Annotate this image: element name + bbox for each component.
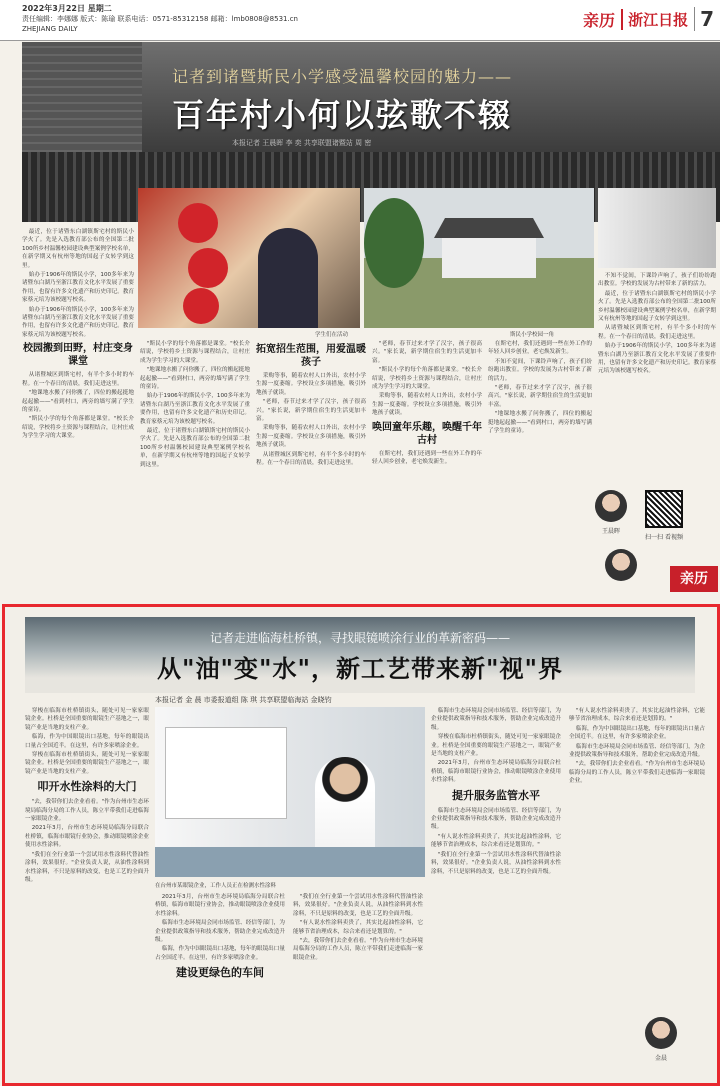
qr-code-icon[interactable]: [645, 490, 683, 528]
bottom-article-byline: 本报记者 金 晨 市委报道组 陈 琪 共享联盟临海站 金晓钧: [155, 696, 332, 704]
top-photo-caption-2: 斯民小学校园一角: [510, 332, 555, 338]
top-para-5b: "斯民小学的每个角落都是课堂。"校长介绍说，学校将乡土资源与课程结合，让村庄成为学生学习的大课堂。: [140, 341, 250, 364]
masthead-info: [22, 4, 298, 34]
top-article-kicker: 记者到诸暨斯民小学感受温馨校园的魅力——: [172, 67, 513, 86]
top-para-5: "斯民小学的每个角落都是课堂。"校长介绍说，学校将乡土资源与课程结合，让村庄成为学生学习的大课堂。: [22, 416, 134, 440]
bottom-article-headline: 从"油"变"水"，新工艺带来新"视"界: [156, 654, 564, 683]
top-para-6: 采购等事，随着农村人口外出，农村小学生源一度萎缩。学校设立多项措施，吸引外地孩子就读。: [256, 373, 366, 396]
bottom-para-2: 临海，作为中国眼镜出口基地，每年的眼镜出口量占全国近半。在这里，有许多家喷涂企业。: [25, 734, 149, 749]
top-para-9: 不知不觉间，下课铃声响了，孩子们纷纷跑出教室。学校的发展为古村带来了新的活力。: [488, 358, 592, 382]
bottom-photo-lab: [155, 707, 425, 877]
top-para-2b: 始办于1906年的斯民小学，100多年来为诸暨东白湖乃至浙江教育文化水平发展了重要作用，也留有许多文化遗产和历史印记。教育家蔡元培为该校题写校名。: [22, 306, 134, 338]
bottom-para-7c: "有人说水性涂料卖贵了，其实比起油性涂料，它能够节省治理成本，综合来看还是划算的。": [569, 708, 705, 723]
bottom-article-banner: [25, 617, 695, 693]
bottom-author-avatar: [645, 1017, 677, 1049]
top-photo-students: [138, 188, 360, 328]
top-col-1: [22, 228, 134, 600]
bottom-para-3b: "去，我带你们去企业看看。"作为台州市生态环境局临海分局的工作人员，陈立平带我们走进临海一家眼镜企业。: [293, 938, 423, 961]
bottom-col-3: [293, 893, 423, 1075]
bottom-article-frame: [2, 604, 720, 1086]
bottom-col-1: [25, 707, 149, 1075]
top-para-7: "老师，春节过来才学了汉字，孩子很高兴。"家长说，新学期住宿生的生活更加丰富。: [256, 399, 366, 423]
top-subhead-2: 拓宽招生范围，用爱温暖孩子: [256, 344, 366, 368]
bottom-col-4: [431, 707, 561, 1075]
top-subhead-1: 校园搬到田野，村庄变身课堂: [23, 343, 133, 368]
bottom-author-box: [645, 1017, 677, 1062]
bottom-para-7b: "有人说水性涂料卖贵了，其实比起油性涂料，它能够节省治理成本，综合来看还是划算的。": [431, 833, 561, 849]
bottom-col-2: [155, 893, 285, 1075]
top-para-3b: 从诸暨城区到斯宅村，有半个多小时的车程。在一个春日的清晨，我们走进这里。: [256, 451, 366, 467]
bottom-col-5: [569, 707, 705, 1007]
bottom-para-6b: 临海市生态环境局会同市场监管、经信等部门，为企业提供政策指导和技术服务，帮助企业完成改造升级。: [431, 708, 561, 731]
section-badge: 亲历: [670, 566, 718, 592]
lab-cabinet: [165, 727, 287, 819]
bottom-para-2b: 临海，作为中国眼镜出口基地，每年的眼镜出口量占全国近半。在这里，有许多家喷涂企业。: [155, 946, 285, 961]
top-author-box: [595, 490, 715, 615]
bottom-para-1c: 穿梭在临海市杜桥镇街头，随处可见一家家眼镜企业。杜桥是全国重要的眼镜生产基地之一，眼镜产业是当地的支柱产业。: [431, 734, 561, 758]
top-subhead-3: 唤回童年乐趣，唤醒千年古村: [372, 421, 482, 446]
top-article-byline: 本报记者 王晨晖 李 奕 共享联盟诸暨站 周 密: [232, 139, 372, 147]
top-photo-campus: [364, 188, 594, 328]
bottom-para-7: "有人说水性涂料卖贵了，其实比起油性涂料，它能够节省治理成本，综合来看还是划算的。": [293, 920, 423, 935]
top-para-2c: 始办于1906年的斯民小学，100多年来为诸暨东白湖乃至浙江教育文化水平发展了重要作用，也留有许多文化遗产和历史印记。教育家蔡元培为该校题写校名。: [140, 393, 250, 425]
top-para-7b: "老师，春节过来才学了汉字，孩子很高兴。"家长说，新学期住宿生的生活更加丰富。: [372, 341, 482, 364]
top-para-2: 始办于1906年的斯民小学，100多年来为诸暨东白湖乃至浙江教育文化水平发展了重要作用，也留有许多文化遗产和历史印记。教育家蔡元培为该校题写校名。: [22, 272, 134, 304]
bottom-subhead-3: 提升服务监管水平: [452, 788, 540, 802]
bottom-para-3c: "去，我带你们去企业看看。"作为台州市生态环境局临海分局的工作人员，陈立平带我们走进临海一家眼镜企业。: [569, 761, 705, 785]
lab-bench: [155, 847, 425, 877]
top-para-1: 最近，位于诸暨东白湖镇斯宅村的斯民小学火了。先是入选教育部公布的全国第二批100所乡村温馨校园建设典型案例学校名单，在新学期又有杭州等地的国起子女转学到这里。: [22, 229, 134, 269]
top-para-4c: "地课地水搬了问你搬了，四位的搬起挺地起起撤——"看到村口，两旁的墙写满了学生的童诗。: [488, 411, 592, 435]
qr-label: 扫一扫 看视频: [645, 534, 683, 541]
top-col-2: [140, 340, 250, 600]
paper-logo: 浙江日报: [621, 9, 688, 30]
top-article-headline: 百年村小何以弦歌不辍: [172, 96, 513, 134]
bottom-para-4c: 2021年3月，台州市生态环境局临海分局联合杜桥镇，临海市眼镜行业协会，推动眼镜喷涂企业使用水性涂料。: [431, 760, 561, 784]
section-name: 亲历: [583, 10, 616, 30]
bottom-para-2c: 临海，作为中国眼镜出口基地，每年的眼镜出口量占全国近半。在这里，有许多家喷涂企业。: [569, 725, 705, 741]
top-col-5: [488, 340, 592, 600]
bottom-para-5c: "我们在全行业第一个尝试用水性涂料代替油性涂料，效果很好。"企业负责人说，从油性涂料到水性涂料，不只是原料的改变，也是工艺的全面升级。: [431, 851, 561, 875]
bottom-para-6: 临海市生态环境局会同市场监管、经信等部门，为企业提供政策指导和技术服务，帮助企业完成改造升级。: [155, 920, 285, 944]
bottom-para-6d: 临海市生态环境局会同市场监管、经信等部门，为企业提供政策指导和技术服务，帮助企业完成改造升级。: [569, 743, 705, 759]
paper-en: ZHEJIANG DAILY: [22, 25, 78, 33]
top-para-9b: 不知不觉间，下课铃声响了，孩子们纷纷跑出教室。学校的发展为古村带来了新的活力。: [598, 273, 716, 288]
author-avatar: [595, 490, 627, 522]
top-para-4b: "地课地水搬了问你搬了，四位的搬起挺地起起撤——"看到村口，两旁的墙写满了学生的童诗。: [140, 367, 250, 391]
bottom-para-4: 2021年3月，台州市生态环境局临海分局联合杜桥镇，临海市眼镜行业协会，推动眼镜喷涂企业使用水性涂料。: [25, 825, 149, 849]
masthead: [0, 0, 720, 41]
top-photo-building: [598, 188, 716, 268]
bottom-article-kicker: 记者走进临海杜桥镇，寻找眼镜喷涂行业的革新密码——: [209, 631, 510, 645]
top-para-6b: 采购等事，随着农村人口外出，农村小学生源一度萎缩。学校设立多项措施，吸引外地孩子就读。: [256, 425, 366, 449]
bottom-subhead-1: 叩开水性涂料的大门: [37, 780, 137, 794]
bottom-photo-caption: 在台州市某眼镜企业，工作人员正在检测水性涂料: [155, 883, 277, 889]
top-photo-caption-1: 学生们在活动: [315, 332, 349, 338]
bottom-para-1b: 穿梭在临海市杜桥镇街头，随处可见一家家眼镜企业。杜桥是全国重要的眼镜生产基地之一，眼镜产业是当地的支柱产业。: [25, 752, 149, 775]
top-para-1b: 最近，位于诸暨东白湖镇斯宅村的斯民小学火了。先是入选教育部公布的全国第二批100所乡村温馨校园建设典型案例学校名单，在新学期又有杭州等地的国起子女转学到这里。: [140, 428, 250, 468]
author-name: 王晨晖: [601, 528, 620, 535]
top-col-4: [372, 340, 482, 600]
bottom-para-5b: "我们在全行业第一个尝试用水性涂料代替油性涂料，效果很好。"企业负责人说，从油性涂料到水性涂料，不只是原料的改变，也是工艺的全面升级。: [293, 894, 423, 917]
bottom-para-4b: 2021年3月，台州市生态环境局临海分局联合杜桥镇，临海市眼镜行业协会，推动眼镜喷涂企业使用水性涂料。: [155, 894, 285, 917]
masthead-brand: [583, 4, 714, 34]
top-para-3c: 从诸暨城区到斯宅村，有半个多小时的车程。在一个春日的清晨，我们走进这里。: [598, 325, 716, 340]
top-para-4: "地课地水搬了问你搬了，四位的搬起挺地起起撤——"看到村口，两旁的墙写满了学生的童诗。: [22, 390, 134, 413]
bottom-para-1: 穿梭在临海市杜桥镇街头，随处可见一家家眼镜企业。杜桥是全国重要的眼镜生产基地之一，眼镜产业是当地的支柱产业。: [25, 708, 149, 731]
top-para-8: 在斯宅村，我们还遇到一些在外工作的年轻人回乡创业，老宅焕发新生。: [372, 450, 482, 466]
top-col-3: [256, 340, 366, 600]
issue-date: 2022年3月22日 星期二: [22, 4, 112, 13]
top-para-7c: "老师，春节过来才学了汉字，孩子很高兴。"家长说，新学期住宿生的生活更加丰富。: [488, 385, 592, 408]
bottom-author-name: 金晨: [654, 1055, 667, 1062]
top-para-3: 从诸暨城区到斯宅村，有半个多小时的车程。在一个春日的清晨，我们走进这里。: [22, 372, 134, 387]
bottom-subhead-2: 建设更绿色的车间: [176, 966, 264, 980]
top-col-6: [598, 272, 716, 482]
author-avatar-2: [605, 549, 637, 581]
top-para-8b: 在斯宅村，我们还遇到一些在外工作的年轻人回乡创业，老宅焕发新生。: [488, 341, 592, 356]
editor-line: 责任编辑：李娜娜 版式：陈瑜 联系电话：0571-85312158 邮箱：lmb0808@8531.cn: [22, 15, 298, 23]
top-para-5c: "斯民小学的每个角落都是课堂。"校长介绍说，学校将乡土资源与课程结合，让村庄成为学生学习的大课堂。: [372, 367, 482, 391]
top-para-2d: 始办于1906年的斯民小学，100多年来为诸暨东白湖乃至浙江教育文化水平发展了重要作用，也留有许多文化遗产和历史印记。教育家蔡元培为该校题写校名。: [598, 343, 716, 375]
bottom-para-3: "去，我带你们去企业看看。"作为台州市生态环境局临海分局的工作人员，陈立平带我们走进临海一家眼镜企业。: [25, 799, 149, 823]
bottom-para-5: "我们在全行业第一个尝试用水性涂料代替油性涂料，效果很好。"企业负责人说，从油性涂料到水性涂料，不只是原料的改变，也是工艺的全面升级。: [25, 851, 149, 883]
bottom-para-6c: 临海市生态环境局会同市场监管、经信等部门，为企业提供政策指导和技术服务，帮助企业完成改造升级。: [431, 807, 561, 831]
top-para-1c: 最近，位于诸暨东白湖镇斯宅村的斯民小学火了。先是入选教育部公布的全国第二批100所乡村温馨校园建设典型案例学校名单，在新学期又有杭州等地的国起子女转学到这里。: [598, 290, 716, 323]
top-para-6c: 采购等事，随着农村人口外出，农村小学生源一度萎缩。学校设立多项措施，吸引外地孩子就读。: [372, 393, 482, 417]
page-number: 7: [694, 7, 714, 31]
